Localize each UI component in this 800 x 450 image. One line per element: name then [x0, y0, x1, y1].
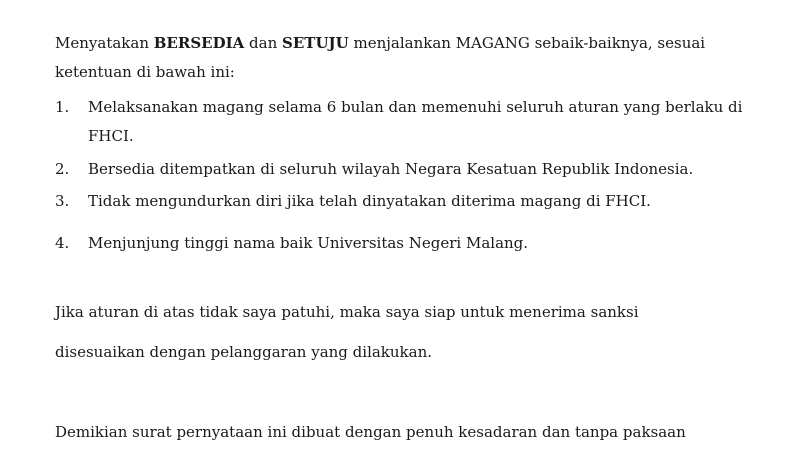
intro-bold-setuju: SETUJU — [282, 34, 349, 52]
list-item-text: Menjunjung tinggi nama baik Universitas Negeri Malang. — [88, 234, 529, 252]
list-item — [55, 229, 755, 258]
closing-paragraph: Demikian surat pernyataan ini dibuat dengan penuh kesadaran dan tanpa paksaan — [55, 423, 686, 441]
list-item — [55, 93, 755, 151]
list-item — [55, 155, 755, 184]
list-item-number: 2. — [55, 160, 70, 178]
list-item — [55, 187, 755, 216]
list-item-number: 1. — [55, 98, 70, 116]
list-item-text: Tidak mengundurkan diri jika telah dinyatakan diterima magang di FHCI. — [88, 192, 651, 210]
sanction-line-1: Jika aturan di atas tidak saya patuhi, maka saya siap untuk menerima sanksi — [55, 303, 639, 321]
intro-text-2: dan — [244, 34, 283, 52]
list-item-text: Melaksanakan magang selama 6 bulan dan memenuhi seluruh aturan yang berlaku di FHCI. — [88, 98, 743, 145]
intro-paragraph — [55, 29, 755, 87]
list-item-number: 3. — [55, 192, 70, 210]
list-item-text: Bersedia ditempatkan di seluruh wilayah Negara Kesatuan Republik Indonesia. — [88, 160, 694, 178]
intro-text-3: menjalankan MAGANG sebaik-baiknya, sesuai ketentuan di bawah ini: — [55, 34, 706, 81]
intro-bold-bersedia: BERSEDIA — [153, 34, 245, 52]
sanction-line-2: disesuaikan dengan pelanggaran yang dilakukan. — [55, 343, 433, 361]
intro-text-1: Menyatakan — [55, 34, 154, 52]
list-item-number: 4. — [55, 234, 70, 252]
